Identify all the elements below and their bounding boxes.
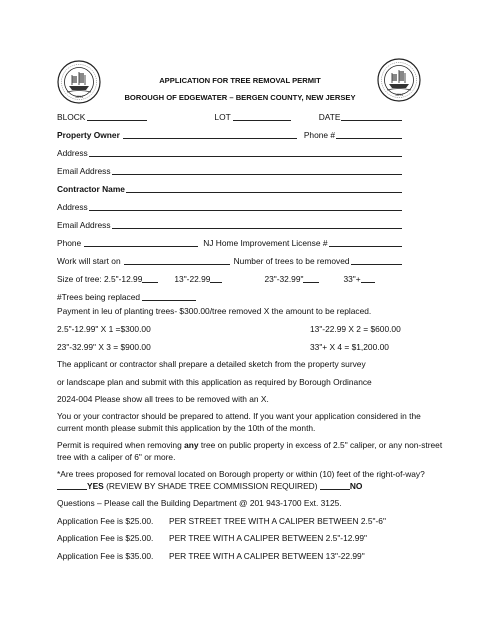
num-trees-input[interactable] <box>351 264 402 265</box>
size-label: Size of tree: 2.5"-12.99 <box>57 274 143 284</box>
payment-rate-3: 23"-32.99" X 3 = $900.00 <box>57 342 151 352</box>
property-owner-label: Property Owner <box>57 130 120 140</box>
payment-rate-4: 33"+ X 4 = $1,200.00 <box>310 342 389 352</box>
lot-input[interactable] <box>233 120 291 121</box>
size-3-input[interactable] <box>303 282 319 283</box>
attend-text-line-1: You or your contractor should be prepared to attend. If you want your application considered in the <box>57 411 421 421</box>
contractor-name-input[interactable] <box>126 192 402 193</box>
no-label: NO <box>349 481 363 491</box>
contractor-email-row <box>57 220 402 230</box>
yes-blank[interactable] <box>57 489 87 490</box>
nj-license-input[interactable] <box>329 246 403 247</box>
fee-3-amount: Application Fee is $35.00. <box>57 551 154 561</box>
block-label: BLOCK <box>57 112 86 122</box>
form-subtitle: BOROUGH OF EDGEWATER – BERGEN COUNTY, NEW JERSEY <box>124 93 356 102</box>
date-input[interactable] <box>341 120 402 121</box>
contractor-phone-label: Phone <box>57 238 82 248</box>
fee-3-description: PER TREE WITH A CALIPER BETWEEN 13"-22.99" <box>169 551 365 561</box>
shade-tree-answer-row <box>57 481 362 491</box>
contractor-address-input[interactable] <box>89 210 402 211</box>
owner-address-input[interactable] <box>89 156 402 157</box>
trees-replaced-label: #Trees being replaced <box>57 292 141 302</box>
phone-label: Phone # <box>303 130 336 140</box>
permit-text-c: tree on public property in excess of 2.5" caliper, or any non-street <box>198 440 443 450</box>
contractor-email-input[interactable] <box>112 228 402 229</box>
tree-size-row <box>57 274 402 284</box>
owner-email-input[interactable] <box>112 174 402 175</box>
permit-text-line-2: tree with a caliper of 6" or more. <box>57 452 176 462</box>
form-title: APPLICATION FOR TREE REMOVAL PERMIT <box>159 76 321 85</box>
sketch-text-line-3: 2024-004 Please show all trees to be removed with an X. <box>57 394 269 404</box>
payment-intro: Payment in leu of planting trees- $300.00/tree removed X the amount to be replaced. <box>57 306 372 316</box>
svg-text:1894: 1894 <box>74 95 84 99</box>
owner-row <box>57 130 402 140</box>
fee-2-description: PER TREE WITH A CALIPER BETWEEN 2.5"-12.99" <box>169 533 368 543</box>
payment-rate-1: 2.5"-12.99" X 1 =$300.00 <box>57 324 151 334</box>
contractor-address-row <box>57 202 402 212</box>
owner-email-row <box>57 166 402 176</box>
owner-address-row <box>57 148 402 158</box>
num-trees-label: Number of trees to be removed <box>233 256 350 266</box>
size-1-input[interactable] <box>142 282 158 283</box>
permit-text-a: Permit is required when removing <box>57 440 185 450</box>
email-label: Email Address <box>57 166 111 176</box>
svg-text:1894: 1894 <box>394 93 404 97</box>
trees-replaced-input[interactable] <box>142 300 196 301</box>
contractor-email-label: Email Address <box>57 220 111 230</box>
size-2-label: 13"-22.99 <box>174 274 211 284</box>
shade-tree-note: (REVIEW BY SHADE TREE COMMISSION REQUIRED) <box>103 481 320 491</box>
yes-label: YES <box>87 481 104 491</box>
size-2-input[interactable] <box>210 282 222 283</box>
questions-text: Questions – Please call the Building Department @ 201 943-1700 Ext. 3125. <box>57 498 342 508</box>
lot-label: LOT <box>214 112 231 122</box>
trees-replaced-row <box>57 292 402 302</box>
nj-license-label: NJ Home Improvement License # <box>203 238 328 248</box>
work-start-row <box>57 256 402 266</box>
address-label: Address <box>57 148 88 158</box>
block-lot-date-row <box>57 112 402 122</box>
borough-property-question: *Are trees proposed for removal located on Borough property or within (10) feet of the right-of-way? <box>57 469 425 479</box>
contractor-phone-row <box>57 238 402 248</box>
size-4-input[interactable] <box>361 282 375 283</box>
fee-1-amount: Application Fee is $25.00. <box>57 516 154 526</box>
work-start-input[interactable] <box>124 264 230 265</box>
contractor-phone-input[interactable] <box>84 246 198 247</box>
attend-text-line-2: current month please submit this application by the 10th of the month. <box>57 423 316 433</box>
sketch-text-line-2: or landscape plan and submit with this application as required by Borough Ordinance <box>57 377 372 387</box>
owner-phone-input[interactable] <box>336 138 402 139</box>
contractor-name-label: Contractor Name <box>57 184 125 194</box>
date-label: DATE <box>318 112 341 122</box>
payment-rate-2: 13"-22.99 X 2 = $600.00 <box>310 324 401 334</box>
sketch-text-line-1: The applicant or contractor shall prepare a detailed sketch from the property survey <box>57 359 366 369</box>
block-input[interactable] <box>87 120 147 121</box>
size-4-label: 33"+ <box>343 274 361 284</box>
work-start-label: Work will start on <box>57 256 121 266</box>
contractor-address-label: Address <box>57 202 88 212</box>
size-3-label: 23"-32.99" <box>264 274 304 284</box>
contractor-row <box>57 184 402 194</box>
fee-2-amount: Application Fee is $25.00. <box>57 533 154 543</box>
no-blank[interactable] <box>320 489 350 490</box>
permit-text-any: any <box>184 440 199 450</box>
property-owner-input[interactable] <box>123 138 297 139</box>
fee-1-description: PER STREET TREE WITH A CALIPER BETWEEN 2.5"-6" <box>169 516 386 526</box>
permit-text-line-1 <box>57 440 442 450</box>
